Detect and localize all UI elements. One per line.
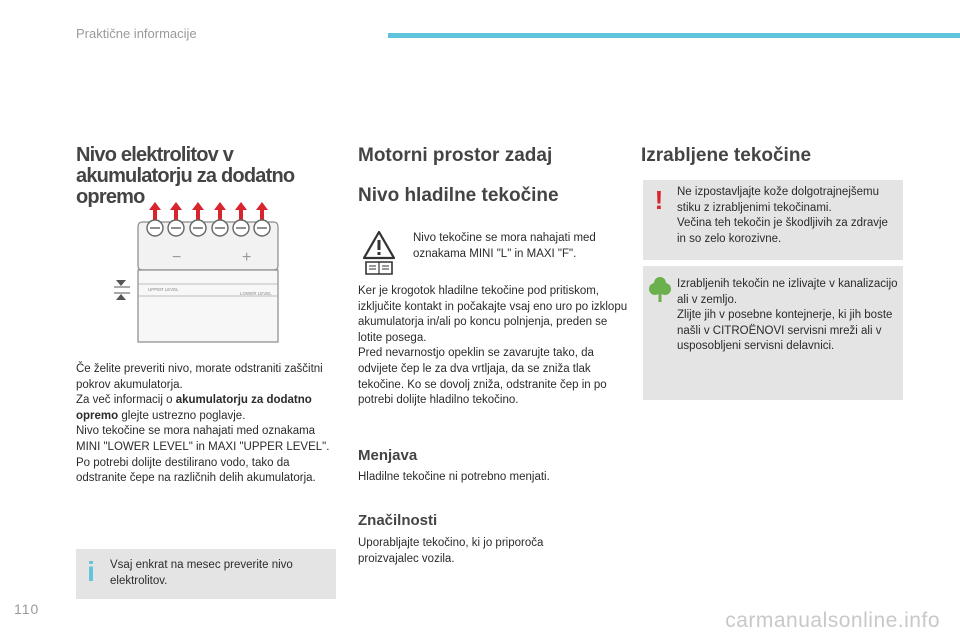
plus-terminal: + xyxy=(242,249,252,266)
lower-level-label: LOWER LEVEL xyxy=(240,291,272,296)
section-title: Praktične informacije xyxy=(76,26,197,41)
coolant-body xyxy=(358,284,628,409)
warning-text: Ne izpostavljajte kože dolgotrajnejšemu stiku z izrabljenimi tekočinami. Večina teh tekočin je škodljivih za zdravje in so zelo korozivne. xyxy=(677,186,888,245)
rear-engine-title: Motorni prostor zadaj xyxy=(358,145,553,166)
battery-level-diagram xyxy=(110,196,290,346)
info-note-text: Vsaj enkrat na mesec preverite nivo elektrolitov. xyxy=(110,559,293,587)
specs-title: Značilnosti xyxy=(358,512,438,529)
specs-text: Uporabljajte tekočino, ki jo priporoča proizvajalec vozila. xyxy=(358,537,544,565)
battery-para-4: Po potrebi dolijte destilirano vodo, tako da odstranite čepe na različnih delih akumulatorja. xyxy=(76,456,316,485)
warning-box xyxy=(643,180,903,260)
eco-box xyxy=(643,266,903,400)
info-icon: i xyxy=(87,556,95,587)
arrow-up-icons xyxy=(149,202,268,220)
info-note-box xyxy=(76,549,336,599)
upper-level-label: UPPER LEVEL xyxy=(148,287,179,292)
coolant-level-note: Nivo tekočine se mora nahajati med oznakama MINI "L" in MAXI "F". xyxy=(413,232,596,260)
manual-warning-icon xyxy=(362,230,396,276)
eco-text: Izrabljenih tekočin ne izlivajte v kanalizacijo ali v zemljo. Zlijte jih v posebne kontejnerje, ki jih boste našli v CITROËNOVI servisni mreži ali v usposobljeni servisni delavnici. xyxy=(677,278,898,353)
level-marker-icons xyxy=(114,280,130,300)
minus-terminal: − xyxy=(172,249,182,266)
coolant-para-1: Ker je krogotok hladilne tekočine pod pritiskom, izključite kontakt in počakajte vsaj eno uro po izklopu akumulatorja in/ali po koncu polnjenja, preden se lotite posega. xyxy=(358,285,628,344)
coolant-level-title: Nivo hladilne tekočine xyxy=(358,185,559,206)
used-fluids-title: Izrabljene tekočine xyxy=(641,145,812,166)
battery-section-title: Nivo elektrolitov v akumulatorju za dodatno opremo xyxy=(76,144,295,208)
battery-para-1: Če želite preveriti nivo, morate odstraniti zaščitni pokrov akumulatorja. xyxy=(76,363,323,391)
battery-para-3: Nivo tekočine se mora nahajati med oznakama MINI "LOWER LEVEL" in MAXI "UPPER LEVEL". xyxy=(76,425,330,453)
coolant-para-2: Pred nevarnostjo opeklin se zavarujte tako, da odvijete čep le za dva vrtljaja, da se zniža tlak tekočine. Ko se dovolj zniža, odstranite čep in po potrebi dolijte hladilno tekočino. xyxy=(358,347,607,407)
tree-icon xyxy=(649,276,671,304)
page-number: 110 xyxy=(14,601,40,617)
watermark: carmanualsonline.info xyxy=(725,609,940,632)
battery-para-2: Za več informacij o akumulatorju za dodatno opremo glejte ustrezno poglavje. xyxy=(76,394,312,422)
warning-icon: ! xyxy=(654,185,664,215)
battery-instructions xyxy=(76,362,338,487)
gearbox-text: Hladilne tekočine ni potrebno menjati. xyxy=(358,471,550,483)
gearbox-title: Menjava xyxy=(358,447,418,464)
header-accent-bar xyxy=(388,33,960,38)
